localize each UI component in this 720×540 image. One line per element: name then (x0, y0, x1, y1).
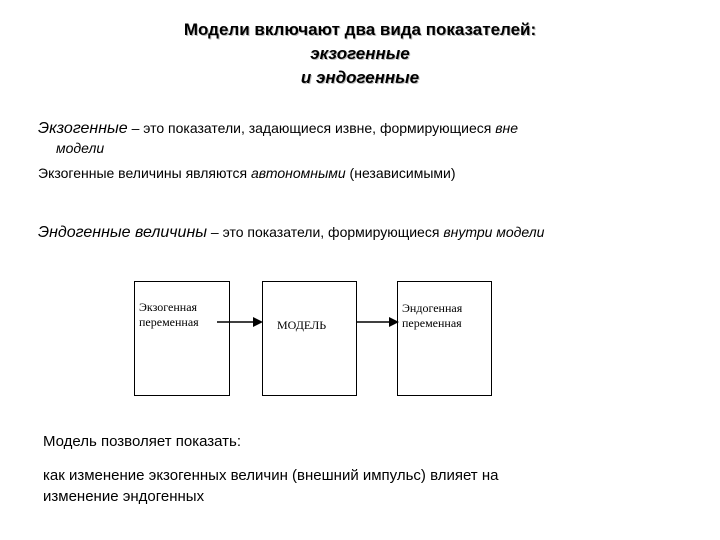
endogenous-label-1: Эндогенная (402, 301, 463, 315)
exo-dash: – (127, 120, 144, 136)
exo-text: это показатели, задающиеся извне, формирующиеся (143, 120, 496, 136)
exo-outside: вне (495, 120, 519, 136)
title-line-2: экзогенные (310, 44, 410, 63)
exo-term: Экзогенные (38, 120, 128, 137)
exo-model: модели (56, 140, 105, 156)
arrow-1-head (253, 317, 263, 327)
footer-line-3: изменение эндогенных (43, 488, 205, 505)
arrow-2-head (389, 317, 399, 327)
footer-line-1: Модель позволяет показать: (43, 433, 242, 450)
model-label: МОДЕЛЬ (277, 318, 327, 332)
exo-autonomy-text: Экзогенные величины являются (38, 165, 251, 181)
title-line-1: Модели включают два вида показателей: (183, 20, 537, 39)
exogenous-label-1: Экзогенная (139, 300, 198, 314)
exogenous-label-2: переменная (139, 315, 199, 329)
title-line-3: и эндогенные (300, 68, 420, 87)
exo-autonomy-paren: (независимыми) (345, 165, 456, 181)
endogenous-label-2: переменная (402, 316, 462, 330)
endo-term: Эндогенные величины (38, 224, 208, 241)
endo-dash: – (207, 224, 223, 240)
endo-inside: внутри модели (443, 224, 545, 240)
footer-line-2: как изменение экзогенных величин (внешний импульс) влияет на (43, 467, 499, 484)
endo-text: это показатели, формирующиеся (222, 224, 444, 240)
exo-autonomy-italic: автономными (250, 165, 346, 181)
